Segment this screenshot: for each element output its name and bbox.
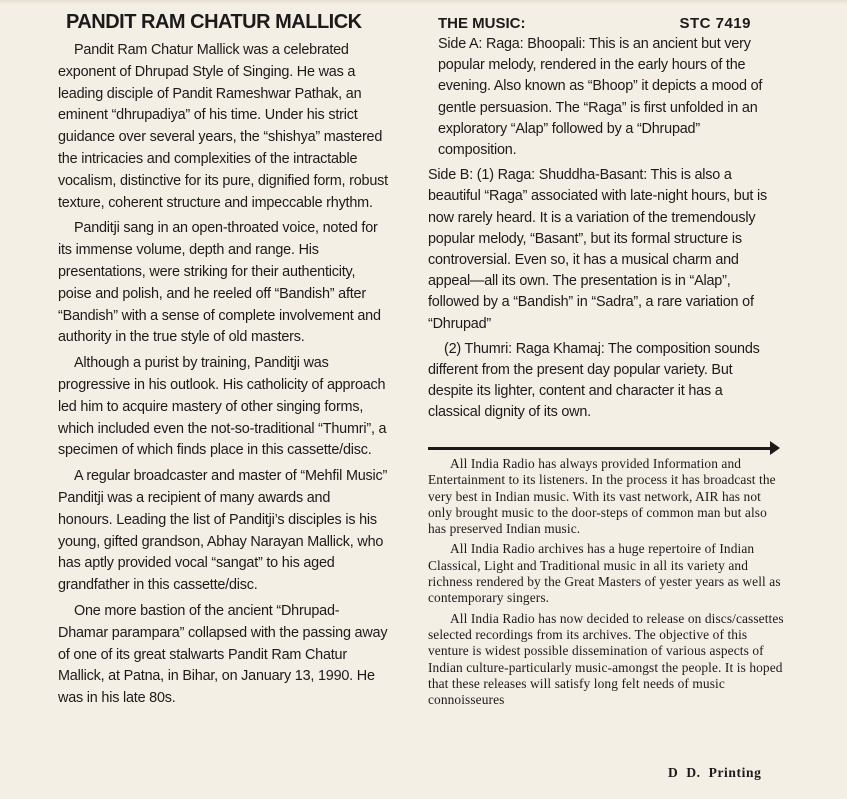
biography-paragraph: Although a purist by training, Panditji was progressive in his outlook. His catholicity of approach led him to acquire mastery of other singing forms, which included even the not-so-traditional “Thumri”, a specimen of which finds place in this cassette/disc.: [58, 355, 387, 459]
side-b-description: Side B: (1) Raga: Shuddha-Basant: This is also a beautiful “Raga” associated with late-night hours, but is now rarely heard. It is a variation of the tremendously popular melody, “Basant”, but its formal structure is controversial. Even so, it has a musical charm and appeal—all its own. The presentation is in “Alap”, followed by a “Bandish” in “Sadra”, a rare variation of “Dhrupad”: [428, 167, 767, 332]
biography-paragraph: One more bastion of the ancient “Dhrupad-Dhamar parampara” collapsed with the passing away of one of its great stalwarts Pandit Ram Chatur Mallick, at Patna, in Bihar, on January 13, 1990. He was in his late 80s.: [58, 602, 388, 707]
music-column: [428, 14, 773, 428]
biography-paragraph: Panditji sang in an open-throated voice, noted for its immense volume, depth and range. His presentations, were striking for their authenticity, poise and polish, and he reeled off “Bandish” after “Bandish” with a sense of complete involvement and authority in the true style of old masters.: [58, 220, 381, 346]
biography-paragraph: A regular broadcaster and master of “Mehfil Music” Panditji was a recipient of many awards and honours. Leading the list of Panditji’s disciples is his young, gifted grandson, Abhay Narayan Mallick, who has aptly provided vocal “sangat” to his aged grandfather in this cassette/disc.: [58, 468, 388, 594]
divider-arrow-icon: [770, 441, 780, 455]
divider-rule: [428, 447, 776, 450]
biography-paragraph: Pandit Ram Chatur Mallick was a celebrated exponent of Dhrupad Style of Singing. He was a leading disciple of Pandit Rameshwar Pathak, an eminent “dhrupadiya” of his time. Under his strict guidance over several years, the “shishya” mastered the intricacies and complexities of the intractable vocalism, distinctive for its pure, dignified form, robust texture, coherent structure and impeccable rhythm.: [58, 42, 388, 211]
catalog-number: STC 7419: [679, 15, 751, 32]
printer-credit: D D. Printing: [668, 765, 762, 780]
air-paragraph: All India Radio archives has a huge repertoire of Indian Classical, Light and Traditional music in all its variety and richness rendered by the Great Masters of yester years as well as contemporary singers.: [428, 541, 781, 606]
scan-edge: [0, 0, 847, 4]
side-a-description: Side A: Raga: Bhoopali: This is an ancient but very popular melody, rendered in the early hours of the evening. Also known as “Bhoop” it depicts a mood of gentle persuasion. The “Raga” is first unfolded in an exploratory “Alap” followed by a “Dhrupad” composition.: [438, 36, 763, 159]
biography-title: PANDIT RAM CHATUR MALLICK: [66, 11, 362, 33]
music-heading: THE MUSIC:: [438, 15, 526, 32]
music-header: [438, 14, 773, 34]
biography-column: [58, 10, 388, 714]
air-paragraph: All India Radio has always provided Information and Entertainment to its listeners. In the process it has broadcast the very best in Indian music. With its vast network, AIR has not only brought music to the door-steps of common man but also has preserved Indian music.: [428, 456, 776, 537]
thumri-description: (2) Thumri: Raga Khamaj: The composition sounds different from the present day popular variety. But despite its lighter, content and character it has a classical dignity of its own.: [428, 340, 760, 421]
air-statement: [428, 456, 784, 712]
air-paragraph: All India Radio has now decided to release on discs/cassettes selected recordings from its archives. The objective of this venture is widest possible dissemination of various aspects of Indian culture-particularly music-amongst the people. It is hoped that these releases will satisfy long felt needs of music connoisseures: [428, 610, 784, 708]
